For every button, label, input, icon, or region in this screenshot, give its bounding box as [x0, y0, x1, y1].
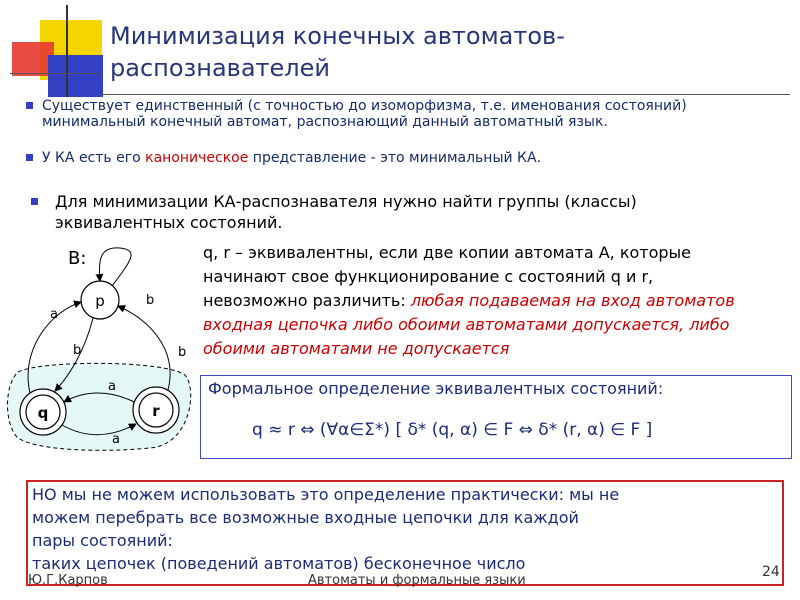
automaton-diagram: [0, 240, 200, 460]
bullet-minimization: [55, 191, 655, 233]
bullet-text: Для минимизации КА-распознавателя нужно найти группы (классы) эквивалентных состояний.: [55, 192, 637, 232]
bullet-square-icon: [26, 154, 33, 161]
bullet-square-icon: [26, 102, 33, 109]
bullet-text-post: представление - это минимальный КА.: [248, 150, 542, 166]
title-underline: [100, 94, 790, 95]
title-line-2: распознавателей: [110, 54, 330, 82]
state-p-label: p: [95, 292, 105, 310]
warning-line-2: можем перебрать все возможные входные цепочки для каждой: [32, 508, 579, 527]
slide-title: [110, 20, 730, 84]
formal-definition-expression: q ≈ r ⇔ (∀α∈Σ*) [ δ* (q, α) ∈ F ⇔ δ* (r, α) ∈ F ]: [252, 420, 653, 440]
bullet-unique-minimal: [42, 98, 782, 130]
deco-blue-block: [48, 55, 103, 97]
automaton-name: B:: [68, 248, 87, 269]
footer-course: Автоматы и формальные языки: [308, 573, 526, 588]
deco-vertical-line: [66, 5, 68, 97]
title-line-1: Минимизация конечных автоматов-: [110, 22, 565, 50]
formal-definition-title: Формальное определение эквивалентных состояний:: [208, 379, 664, 398]
edge-label-p-q: b: [73, 343, 82, 358]
equivalence-description: [203, 241, 743, 361]
state-r-label: r: [152, 402, 160, 420]
edge-label-q-p: a: [50, 307, 58, 322]
footer-author: Ю.Г.Карпов: [28, 573, 108, 588]
bullet-canonical: [42, 150, 782, 166]
deco-horizontal-line: [10, 73, 100, 74]
page-number: 24: [762, 564, 780, 580]
edge-label-r-q: a: [108, 379, 116, 394]
bullet-text: Существует единственный (с точностью до изоморфизма, т.е. именования состояний) минимальный конечный автомат, распознающий данный автоматный язык.: [42, 98, 687, 130]
edge-p-self: [99, 248, 131, 286]
equivalence-italic-text: любая подаваемая на вход автоматов входная цепочка либо обоими автоматами допускается, либо обоими автоматами не допускается: [203, 291, 735, 358]
warning-line-4: таких цепочек (поведений автоматов) бесконечное число: [32, 554, 526, 573]
warning-line-3: пары состояний:: [32, 531, 173, 550]
bullet-text-pre: У КА есть его: [42, 150, 146, 166]
bullet-text-highlight: каноническое: [145, 150, 249, 166]
edge-label-q-r: a: [112, 432, 120, 447]
edge-label-p-self: b: [146, 293, 155, 308]
state-q-label: q: [37, 404, 49, 422]
warning-text: [32, 483, 777, 575]
equivalence-plain-text: q, r – эквивалентны, если две копии автомата А, которые начинают свое функционирование с состояний q и r, невозможно различить:: [203, 243, 692, 310]
warning-line-1: НО мы не можем использовать это определение практически: мы не: [32, 485, 620, 504]
bullet-square-icon: [31, 198, 38, 205]
edge-label-r-p: b: [178, 345, 187, 360]
